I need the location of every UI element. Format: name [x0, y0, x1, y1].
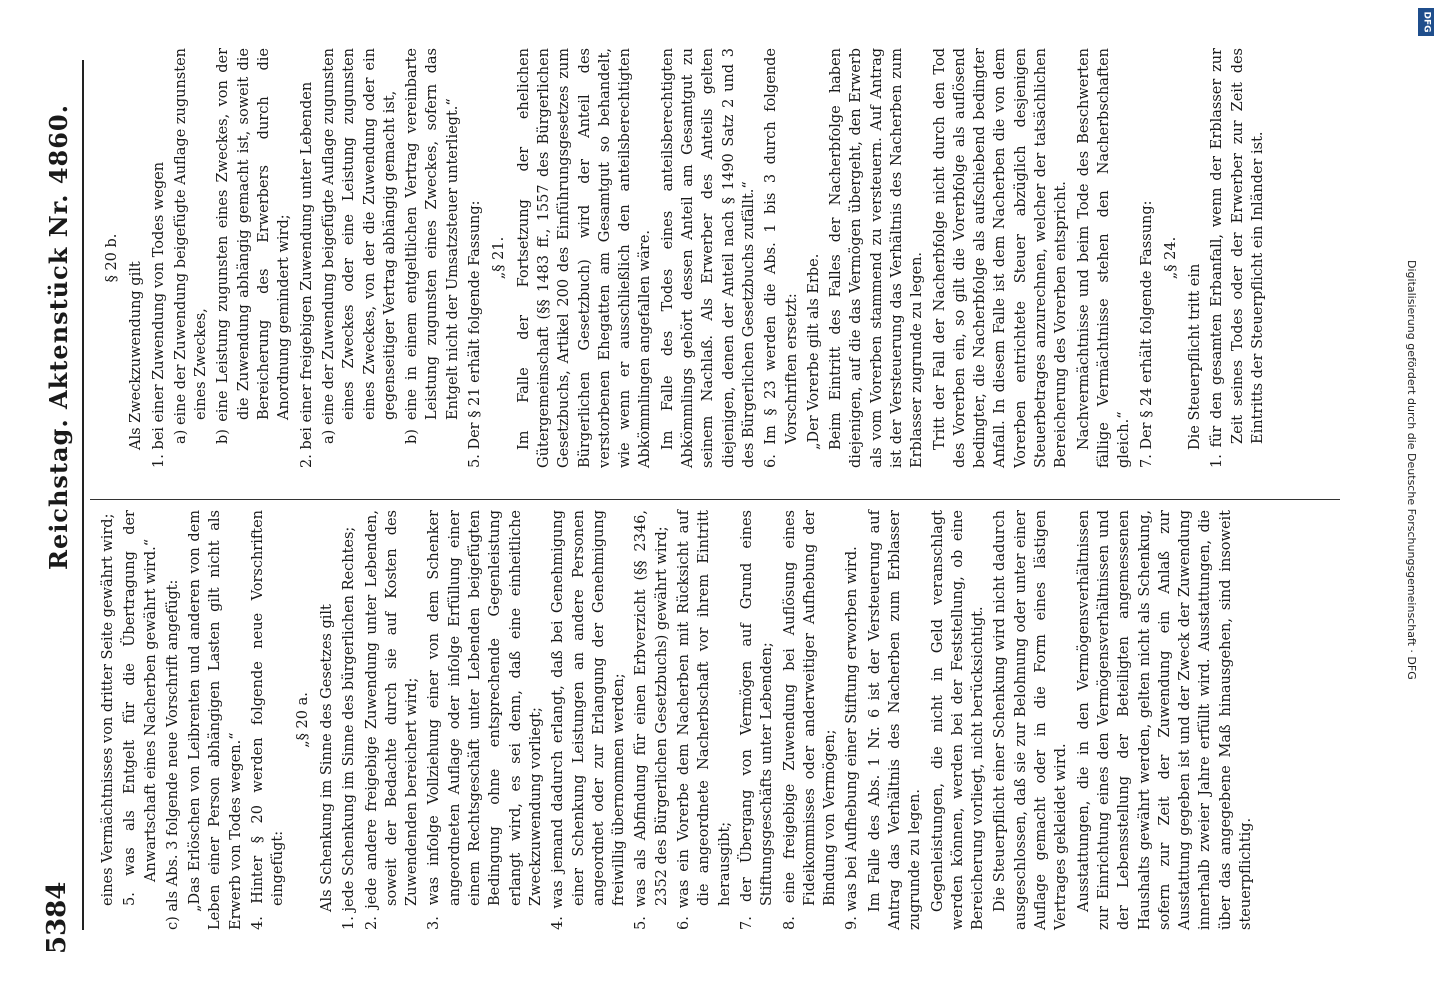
paragraph: c) als Abs. 3 folgende neue Vorschrift angefügt:	[164, 579, 181, 930]
left-column	[98, 510, 1340, 930]
paragraph: 3. was infolge Vollziehung einer von dem Schenker angeordneten Auflage oder infolge Erfüllung einer einem Rechtsgeschäft unter Lebenden beigefügten Bedingung ohne entsprechende Gegenleistung erlangt wird, es sei denn, daß eine einheitliche Zweckzuwendung vorliegt;	[426, 510, 544, 930]
paragraph: 5. was als Abfindung für einen Erbverzicht (§§ 2346, 2352 des Bürgerlichen Gesetzbuchs) gewährt wird;	[633, 510, 670, 930]
paragraph: „§ 21.	[491, 236, 508, 280]
page-header: Reichstag. Aktenstück Nr. 4860.	[44, 104, 73, 570]
paragraph: „Das Erlöschen von Leibrenten und anderen von dem Leben einer Person abhängigen Lasten gilt nicht als Erwerb von Todes wegen.“	[187, 510, 244, 930]
paragraph: 7. Der § 24 erhält folgende Fassung:	[1138, 200, 1155, 468]
column-divider	[90, 499, 1340, 500]
paragraph: 6. was ein Vorerbe dem Nacherben mit Rücksicht auf die angeordnete Nacherbschaft vor ihrem Eintritt herausgibt;	[676, 510, 733, 930]
paragraph: Die Steuerpflicht einer Schenkung wird nicht dadurch ausgeschlossen, daß sie zur Belohnung oder unter einer Auflage gemacht oder in die Form eines lästigen Vertrages gekleidet wird.	[992, 510, 1070, 930]
paragraph: Im Falle der Fortsetzung der ehelichen Gütergemeinschaft (§§ 1483 ff., 1557 des Bürgerlichen Gesetzbuchs, Artikel 200 des Einführungsgesetzes zum Bürgerlichen Gesetzbuch) wird der Anteil des verstorbenen Ehegatten am Gesamtgut so behandelt, wie wenn er ausschließlich den anteilsberechtigten Abkömmlingen angefallen wäre.	[515, 48, 654, 468]
paragraph: Als Schenkung im Sinne des Gesetzes gilt	[318, 604, 335, 912]
paragraph: 4. was jemand dadurch erlangt, daß bei Genehmigung einer Schenkung Leistungen an andere Personen angeordnet oder zur Erlangung der Genehmigung freiwillig übernommen werden;	[550, 510, 628, 930]
page-number: 5384	[42, 881, 72, 954]
paragraph: 5. was als Entgelt für die Übertragung der Anwartschaft eines Nacherben gewährt wird.“	[122, 510, 159, 906]
paragraph: 5. Der § 21 erhält folgende Fassung:	[467, 200, 484, 468]
paragraph: eines Vermächtnisses von dritter Seite gewährt wird;	[100, 513, 116, 906]
paragraph: Als Zweckzuwendung gilt	[128, 261, 145, 450]
right-column	[98, 48, 1340, 468]
paragraph: 6. Im § 23 werden die Abs. 1 bis 3 durch folgende Vorschriften ersetzt:	[763, 48, 800, 468]
paragraph: „Der Vorerbe gilt als Erbe.	[805, 253, 822, 450]
paragraph: 9. was bei Aufhebung einer Stiftung erworben wird.	[844, 546, 861, 930]
paragraph: 2. jede andere freigebige Zuwendung unter Lebenden, soweit der Bedachte durch sie auf Kosten des Zuwendenden bereichert wird;	[363, 510, 421, 930]
paragraph: Gegenleistungen, die nicht in Geld veranschlagt werden können, werden bei der Feststellung, ob eine Bereicherung vorliegt, nicht berücksichtigt.	[929, 510, 987, 930]
paragraph: 1. für den gesamten Erbanfall, wenn der Erblasser zur Zeit seines Todes oder der Erwerber zur Zeit des Eintritts der Steuerpflicht ein Inländer ist.	[1209, 48, 1267, 468]
paragraph: 2. bei einer freigebigen Zuwendung unter Lebenden	[298, 81, 315, 468]
paragraph: Im Falle des Todes eines anteilsberechtigten Abkömmlings gehört dessen Anteil am Gesamtgut zu seinem Nachlaß. Als Erwerber des Anteils gelten diejenigen, denen der Anteil nach § 1490 Satz 2 und 3 des Bürgerlichen Gesetzbuchs zufällt.“	[659, 48, 757, 468]
dfg-logo-icon: DFG	[1418, 8, 1434, 36]
digitization-notice: Digitalisierung gefördert durch die Deutsche Forschungsgemeinschaft · DFG	[1405, 260, 1418, 680]
paragraph: 1. jede Schenkung im Sinne des bürgerlichen Rechtes;	[341, 526, 358, 930]
paragraph: a) eine der Zuwendung beigefügte Auflage zugunsten eines Zweckes oder eine Leistung zugunsten eines Zweckes, von der die Zuwendung oder ein gegenseitiger Vertrag abhängig gemacht ist,	[320, 48, 398, 444]
paragraph: 1. bei einer Zuwendung von Todes wegen	[150, 161, 167, 468]
paragraph: 8. eine freigebige Zuwendung bei Auflösung eines Fideikommisses oder anderweitiger Aufhebung der Bindung von Vermögen;	[781, 510, 839, 930]
paragraph: Nachvermächtnisse und beim Tode des Beschwerten fällige Vermächtnisse stehen den Nacherbschaften gleich.“	[1075, 48, 1133, 468]
paragraph: Ausstattungen, die in den Vermögensverhältnissen zur Einrichtung eines den Vermögensverhältnissen und der Lebensstellung der Beteiligten angemessenen Haushalts gewährt werden, gelten nicht als Schenkung, sofern zur Zeit der Zuwendung ein Anlaß zur Ausstattung gegeben ist und der Zweck der Zuwendung innerhalb zweier Jahre erfüllt wird. Ausstattungen, die über das angegebene Maß hinausgehen, sind insoweit steuerpflichtig.	[1075, 510, 1255, 930]
paragraph: a) eine der Zuwendung beigefügte Auflage zugunsten eines Zweckes,	[172, 48, 210, 444]
paragraph: „§ 20 a.	[294, 692, 311, 748]
header-rule	[82, 60, 84, 930]
paragraph: „§ 24.	[1162, 236, 1179, 280]
paragraph: b) eine in einem entgeltlichen Vertrag vereinbarte Leistung zugunsten eines Zweckes, sofern das Entgelt nicht der Umsatzsteuer unterliegt.“	[404, 48, 461, 444]
paragraph: 7. der Übergang von Vermögen auf Grund eines Stiftungsgeschäfts unter Lebenden;	[738, 510, 776, 930]
paragraph: 4. Hinter § 20 werden folgende neue Vorschriften eingefügt:	[250, 510, 287, 930]
paragraph: Die Steuerpflicht tritt ein	[1187, 263, 1204, 450]
paragraph: Im Falle des Abs. 1 Nr. 6 ist der Versteuerung auf Antrag das Verhältnis des Nacherben zum Erblasser zugrunde zu legen.	[866, 510, 924, 930]
paragraph: Beim Eintritt des Falles der Nacherbfolge haben diejenigen, auf die das Vermögen übergeht, den Erwerb als vom Vorerben stammend zu versteuern. Auf Antrag ist der Versteuerung das Verhältnis des Nacherben zum Erblasser zugrunde zu legen.	[828, 48, 926, 468]
paragraph: b) eine Leistung zugunsten eines Zweckes, von der die Zuwendung abhängig gemacht ist, soweit die Bereicherung des Erwerbers durch die Anordnung gemindert wird;	[215, 48, 293, 444]
paragraph: § 20 b.	[104, 233, 120, 283]
paragraph: Tritt der Fall der Nacherbfolge nicht durch den Tod des Vorerben ein, so gilt die Vorerbfolge als auflösend bedingter, die Nacherbfolge als aufschiebend bedingter Anfall. In diesem Falle ist dem Nacherben die von dem Vorerben entrichtete Steuer abzüglich desjenigen Steuerbetrages anzurechnen, welcher der tatsächlichen Bereicherung des Vorerben entspricht.	[931, 48, 1070, 468]
